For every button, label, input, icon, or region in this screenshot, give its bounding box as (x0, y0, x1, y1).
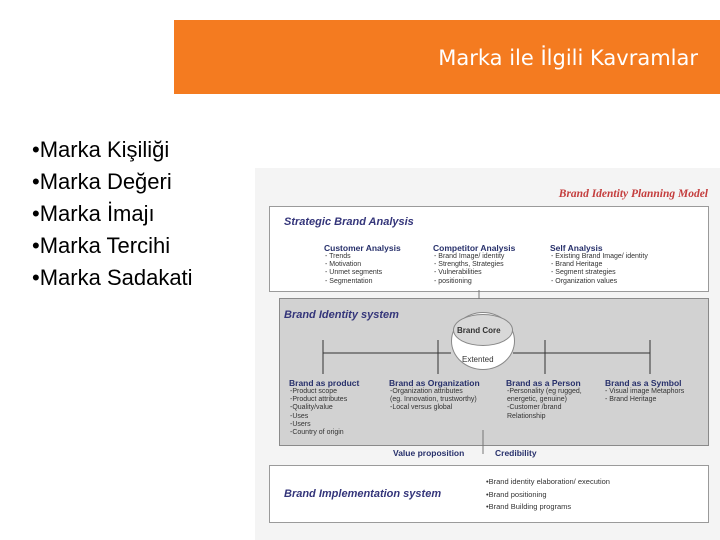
title-bar (174, 20, 720, 94)
competitor-analysis-title: Competitor Analysis (433, 243, 516, 253)
list-item: -Product scope (290, 388, 338, 395)
list-item: -Quality/value (290, 404, 333, 412)
slide-title: Marka ile İlgili Kavramlar (438, 46, 698, 70)
perspective-person-title: Brand as a Person (506, 378, 581, 388)
list-item: •Brand Building programs (486, 502, 572, 511)
list-item: -Customer /brand (507, 404, 562, 412)
implementation-title: Brand Implementation system (284, 488, 442, 500)
list-item: - Brand Heritage (551, 261, 603, 269)
list-item: (eg. Innovation, trustworthy) (390, 396, 477, 404)
strategic-analysis-title: Strategic Brand Analysis (284, 216, 414, 228)
list-item: •Marka Tercihi (32, 233, 171, 258)
list-item: Relationship (507, 412, 546, 420)
perspective-product-items (290, 388, 347, 437)
customer-analysis-title: Customer Analysis (324, 243, 401, 253)
model-title: Brand Identity Planning Model (558, 188, 708, 200)
perspective-symbol-items (605, 388, 684, 404)
concept-list (32, 134, 193, 294)
credibility-label: Credibility (495, 448, 537, 458)
perspective-symbol-title: Brand as a Symbol (605, 378, 682, 388)
perspective-organization-items (390, 388, 477, 413)
list-item: - Trends (325, 253, 351, 260)
list-item: -Uses (290, 412, 309, 420)
list-item: - positioning (434, 277, 472, 285)
list-item: •Brand identity elaboration/ execution (486, 477, 610, 486)
perspective-organization-title: Brand as Organization (389, 378, 480, 388)
list-item: energetic, genuine) (507, 396, 567, 404)
list-item: - Visual image Metaphors (605, 388, 685, 395)
list-item: - Segment strategies (551, 269, 616, 277)
list-item: •Marka Kişiliği (32, 137, 170, 162)
list-item: -Country of origin (290, 429, 344, 437)
list-item: -Personality (eg rugged, (507, 388, 582, 395)
list-item: - Brand Heritage (605, 396, 657, 404)
identity-system-title: Brand Identity system (284, 309, 399, 321)
list-item: •Brand positioning (486, 489, 547, 499)
extended-label: Extented (462, 355, 494, 364)
perspective-person-items (507, 388, 582, 421)
list-item: •Marka Değeri (32, 169, 172, 194)
list-item: - Vulnerabilities (434, 269, 482, 277)
list-item: •Marka Sadakati (32, 265, 193, 290)
value-proposition-label: Value proposition (393, 448, 465, 458)
list-item: •Marka İmajı (32, 201, 155, 226)
list-item: - Brand Image/ identity (434, 253, 505, 260)
perspective-product-title: Brand as product (289, 378, 360, 388)
list-item: - Organization values (551, 277, 618, 285)
list-item: - Motivation (325, 261, 362, 269)
list-item: -Local versus global (390, 404, 453, 412)
list-item: - Segmentation (325, 277, 373, 285)
list-item: - Existing Brand Image/ identity (551, 253, 648, 260)
list-item: -Product attributes (290, 396, 348, 404)
brand-identity-model-figure (255, 168, 720, 540)
brand-core-label: Brand Core (457, 326, 501, 335)
implementation-items (486, 476, 610, 514)
list-item: - Strengths, Strategies (434, 261, 504, 269)
list-item: -Users (290, 420, 311, 428)
list-item: -Organization attributes (390, 388, 463, 395)
list-item: - Unmet segments (325, 269, 383, 277)
self-analysis-title: Self Analysis (550, 243, 603, 253)
